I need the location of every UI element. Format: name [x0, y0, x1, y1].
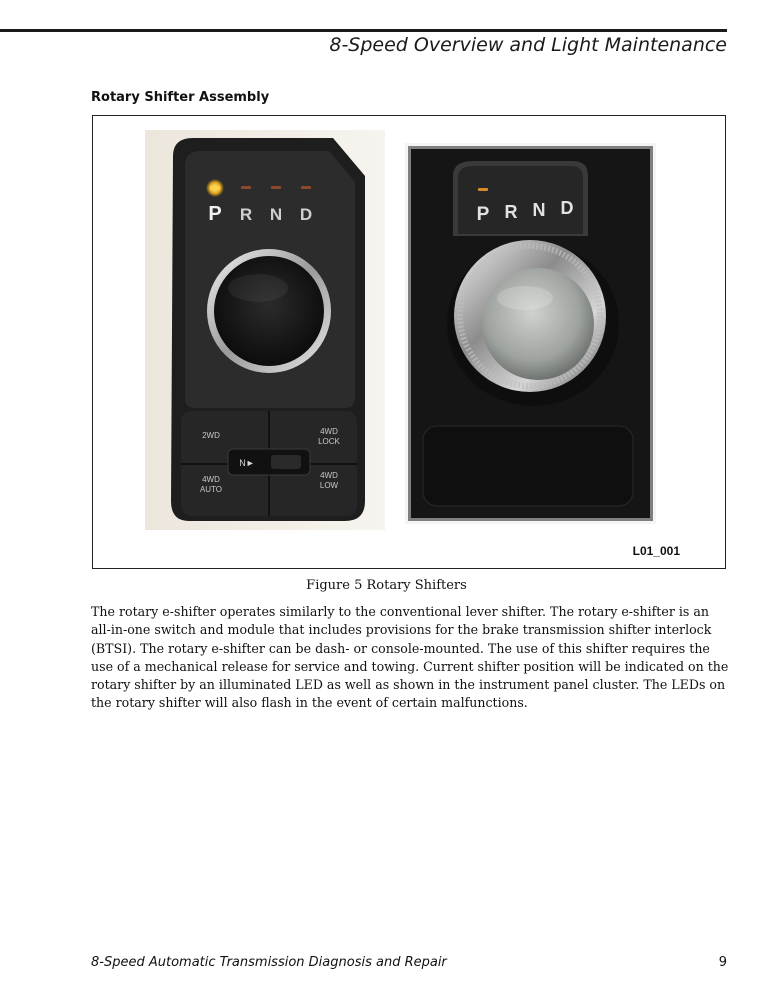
header-rule [0, 29, 727, 32]
right-gear-d: D [560, 198, 574, 218]
button-2wd-label: 2WD [202, 431, 220, 440]
button-4wd-auto-label-1: 4WD [202, 475, 220, 484]
figure-id-label: L01_001 [632, 544, 680, 558]
button-4wd-low-label-1: 4WD [320, 471, 338, 480]
right-gear-r: R [504, 202, 518, 222]
left-gear-p: P [208, 203, 222, 225]
figure-frame [92, 115, 726, 569]
neutral-button-label: N► [239, 458, 255, 468]
button-4wd-auto-label-2: AUTO [199, 485, 223, 494]
console-mounted-shifter-image [408, 146, 653, 521]
right-gear-n: N [532, 200, 546, 220]
left-gear-n: N [269, 205, 283, 224]
right-gear-p: P [476, 204, 490, 225]
button-4wd-lock-label-2: LOCK [318, 437, 340, 446]
dash-mounted-shifter-image [145, 130, 385, 530]
left-gear-d: D [299, 205, 313, 224]
left-gear-r: R [239, 205, 253, 224]
rotary-shifters-illustration [93, 116, 725, 568]
section-heading: Rotary Shifter Assembly [91, 90, 270, 105]
body-paragraph: The rotary e-shifter operates similarly to the conventional lever shifter. The rotary e-shifter is an all-in-one switch and module that includes provisions for the brake transmission shifter interlock (BTSI). The rotary e-shifter can be dash- or console-mounted. The use of this shifter requires the use of a mechanical release for service and towing. Current shifter position will be indicated on the rotary shifter by an illuminated LED as well as shown in the instrument panel cluster. The LEDs on the rotary shifter will also flash in the event of certain malfunctions. [91, 604, 729, 711]
figure-caption: Figure 5 Rotary Shifters [306, 578, 467, 593]
button-4wd-lock-label-1: 4WD [320, 427, 338, 436]
page-header-title: 8-Speed Overview and Light Maintenance [329, 34, 727, 56]
button-4wd-low-label-2: LOW [319, 481, 339, 490]
footer-title: 8-Speed Automatic Transmission Diagnosis and Repair [91, 955, 447, 970]
page-number: 9 [718, 955, 727, 970]
